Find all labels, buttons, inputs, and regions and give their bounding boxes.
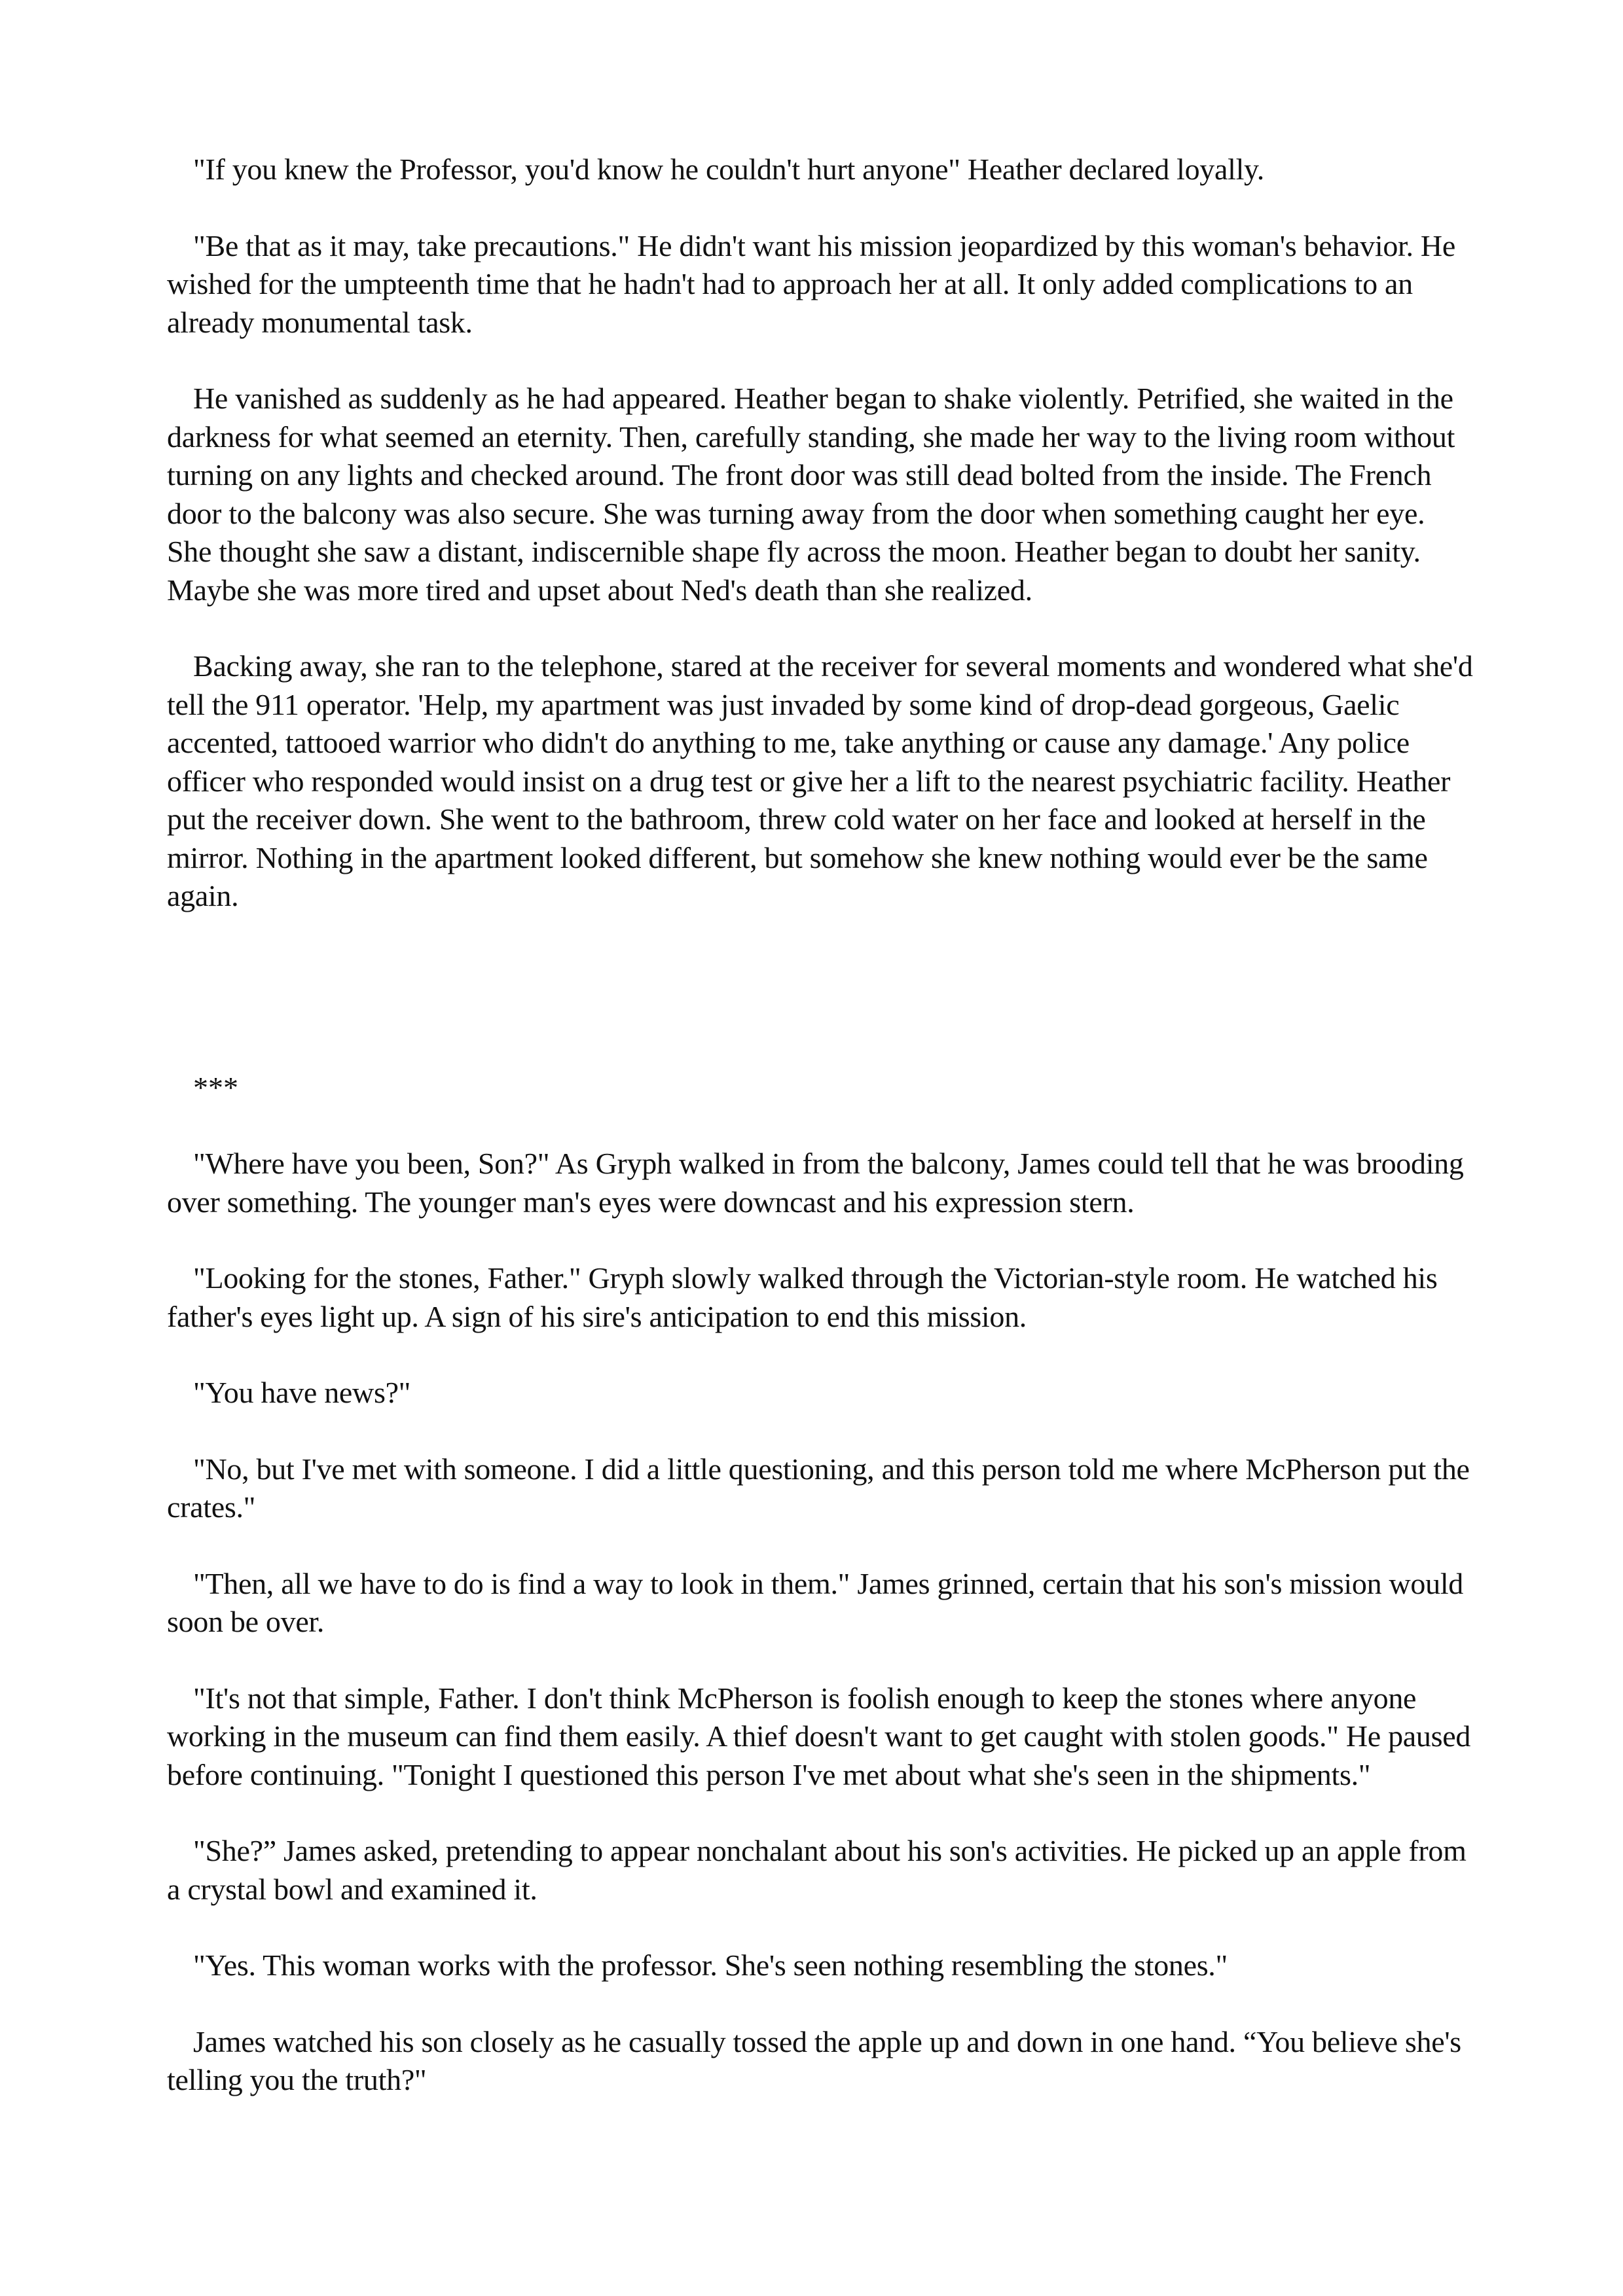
- paragraph: He vanished as suddenly as he had appeared. Heather began to shake violently. Petrified, she waited in the darkness for what seemed an eternity. Then, carefully standing, she made her way to the living room without turning on any lights and checked around. The front door was still dead bolted from the inside. The French door to the balcony was also secure. She was turning away from the door when something caught her eye. She thought she saw a distant, indiscernible shape fly across the moon. Heather began to doubt her sanity. Maybe she was more tired and upset about Ned's death than she realized.: [167, 382, 1455, 607]
- paragraph: "No, but I've met with someone. I did a little questioning, and this person told me where McPherson put the crates.": [167, 1452, 1470, 1524]
- paragraph: "You have news?": [193, 1376, 411, 1409]
- paragraph: "It's not that simple, Father. I don't think McPherson is foolish enough to keep the stones where anyone working in the museum can find them easily. A thief doesn't want to get caught with stolen goods." He paused before continuing. "Tonight I questioned this person I've met about what she's seen in the shipments.": [167, 1681, 1471, 1791]
- paragraph: "Then, all we have to do is find a way to look in them." James grinned, certain that his son's mission would soon be over.: [167, 1566, 1464, 1638]
- scene-break: ***: [193, 1070, 238, 1104]
- document-page: [167, 151, 1473, 2138]
- section-gap: [167, 954, 1473, 1069]
- paragraph: "Yes. This woman works with the professor. She's seen nothing resembling the stones.": [193, 1948, 1228, 1982]
- paragraph: "She?” James asked, pretending to appear nonchalant about his son's activities. He picked up an apple from a crystal bowl and examined it.: [167, 1834, 1467, 1906]
- paragraph: "Be that as it may, take precautions." He didn't want his mission jeopardized by this woman's behavior. He wished for the umpteenth time that he hadn't had to approach her at all. It only added complications to an already monumental task.: [167, 228, 1455, 339]
- paragraph: "Where have you been, Son?" As Gryph walked in from the balcony, James could tell that he was brooding over something. The younger man's eyes were downcast and his expression stern.: [167, 1147, 1464, 1219]
- paragraph: Backing away, she ran to the telephone, stared at the receiver for several moments and wondered what she'd tell the 911 operator. 'Help, my apartment was just invaded by some kind of drop-dead gorgeous, Gaelic accented, tattooed warrior who didn't do anything to me, take anything or cause any damage.' Any police officer who responded would insist on a drug test or give her a lift to the nearest psychiatric facility. Heather put the receiver down. She went to the bathroom, threw cold water on her face and looked at herself in the mirror. Nothing in the apartment looked different, but somehow she knew nothing would ever be the same again.: [167, 649, 1473, 912]
- paragraph: "If you knew the Professor, you'd know he couldn't hurt anyone" Heather declared loyally.: [193, 152, 1264, 186]
- paragraph: James watched his son closely as he casually tossed the apple up and down in one hand. “You believe she's telling you the truth?": [167, 2024, 1461, 2096]
- paragraph: "Looking for the stones, Father." Gryph slowly walked through the Victorian-style room. He watched his father's eyes light up. A sign of his sire's anticipation to end this mission.: [167, 1261, 1438, 1333]
